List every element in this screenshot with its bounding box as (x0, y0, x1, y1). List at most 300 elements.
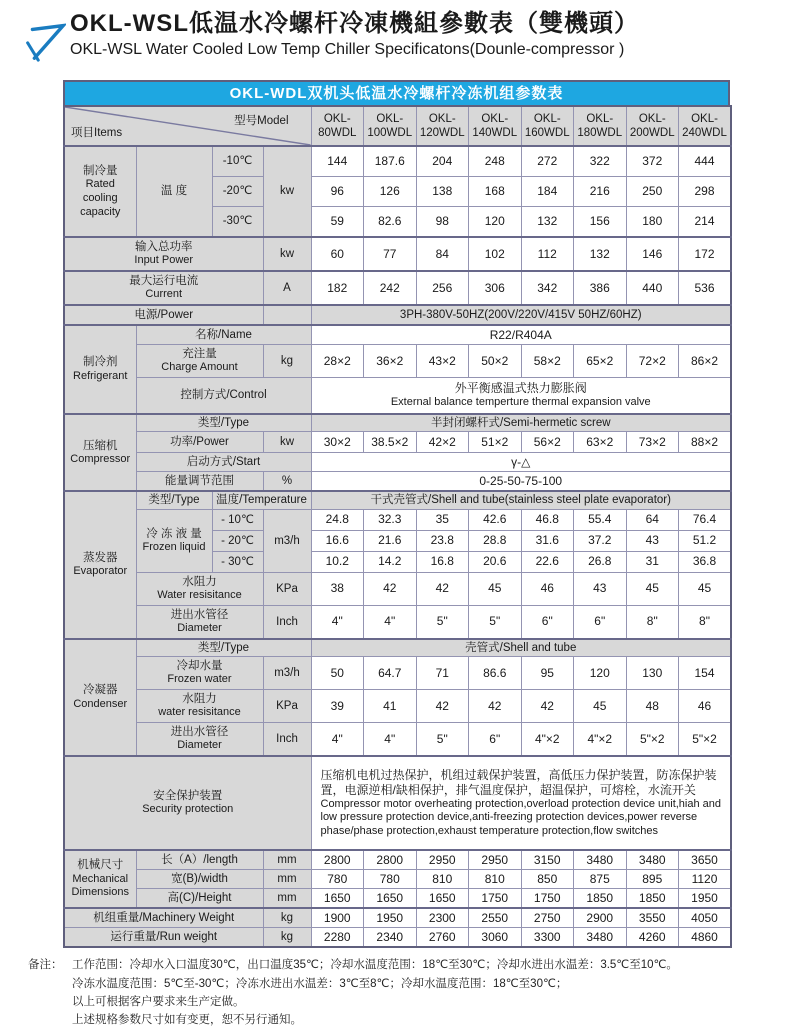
value-cell: 4" (364, 605, 417, 639)
value-cell: 77 (364, 237, 417, 271)
run-weight-label: 运行重量/Run weight (64, 928, 263, 948)
compressor-power-row (64, 432, 731, 453)
model-line2: 140WDL (472, 127, 518, 139)
model-header (311, 106, 364, 146)
value-cell: 168 (469, 177, 522, 207)
value-cell: 58×2 (521, 345, 574, 378)
value-cell: 43 (574, 572, 627, 605)
mech-width-row (64, 870, 731, 889)
table-header-row (64, 106, 731, 146)
evap-water-resistance-row (64, 572, 731, 605)
items-model-diagonal-cell (64, 106, 311, 146)
value-cell: 26.8 (574, 551, 627, 572)
value-cell: 3300 (521, 928, 574, 948)
value-cell: 2280 (311, 928, 364, 948)
value-cell: 55.4 (574, 509, 627, 530)
value-cell: 248 (469, 146, 522, 177)
value-cell: 96 (311, 177, 364, 207)
value-cell: 84 (416, 237, 469, 271)
input-power-row (64, 237, 731, 271)
value-cell: 10.2 (311, 551, 364, 572)
value-cell: 64.7 (364, 657, 417, 690)
cond-water-row (64, 657, 731, 690)
value-cell: 21.6 (364, 530, 417, 551)
value-cell: 45 (679, 572, 732, 605)
value-cell: 31 (626, 551, 679, 572)
value-cell: 6" (469, 723, 522, 757)
condenser-type-value: 壳管式/Shell and tube (311, 639, 731, 657)
spec-table (63, 105, 732, 948)
value-en: Compressor motor overheating protection,overload protection device unit,hiah and low pressure protection device,anti-freezing protection devices,power reverse phase/phase protection,exhaust temperature protection,flow switches (320, 797, 722, 837)
model-line1: OKL- (323, 112, 351, 125)
value-cell: 42 (416, 690, 469, 723)
value-cell: 138 (416, 177, 469, 207)
evaporator-section-label (64, 491, 136, 638)
value-cell: 76.4 (679, 509, 732, 530)
label-zh: 冷凝器 (83, 684, 118, 697)
value-cell: 8" (679, 605, 732, 639)
value-cell: 42 (416, 572, 469, 605)
model-line2: 240WDL (682, 127, 727, 139)
notes-prefix: 备注： (28, 959, 63, 972)
value-cell: 4"×2 (521, 723, 574, 757)
evaporator-type-label: 类型/Type (136, 491, 212, 509)
value-cell: 16.8 (416, 551, 469, 572)
value-cell: 1120 (679, 870, 732, 889)
value-en: External balance temperture thermal expansion valve (390, 396, 651, 409)
value-cell: 4050 (679, 908, 732, 928)
label-en: Input Power (134, 254, 194, 267)
cond-resistance-label (136, 690, 263, 723)
label-en: water resisitance (158, 706, 241, 719)
input-power-label (64, 237, 263, 271)
model-line1: OKL- (638, 112, 666, 125)
security-row (64, 756, 731, 850)
model-line1: OKL- (586, 112, 614, 125)
value-cell: 895 (626, 870, 679, 889)
value-cell: 154 (679, 657, 732, 690)
value-cell: 4"×2 (574, 723, 627, 757)
value-cell: 59 (311, 207, 364, 238)
unit-cell: kw (263, 432, 311, 453)
value-cell: 156 (574, 207, 627, 238)
value-cell: 22.6 (521, 551, 574, 572)
value-cell: 64 (626, 509, 679, 530)
value-cell: 42 (469, 690, 522, 723)
value-cell: 2800 (364, 850, 417, 870)
value-cell: 306 (469, 271, 522, 305)
arrow-up-right-icon (20, 14, 66, 66)
value-cell: 14.2 (364, 551, 417, 572)
label-zh: 机械尺寸 (77, 859, 124, 872)
value-cell: 250 (626, 177, 679, 207)
label-zh: 输入总功率 (135, 240, 193, 253)
value-cell: 204 (416, 146, 469, 177)
label-en: Diameter (177, 739, 222, 752)
value-cell: 3150 (521, 850, 574, 870)
value-cell: 1650 (364, 889, 417, 909)
cond-diameter-label (136, 723, 263, 757)
compressor-type-value: 半封闭螺杆式/Semi-hermetic screw (311, 414, 731, 432)
value-cell: 4" (311, 605, 364, 639)
model-line1: OKL- (428, 112, 456, 125)
note-line-3: 以上可根据客户要求来生产定做。 (72, 995, 245, 1008)
temp-minus30-label: - 30℃ (212, 551, 263, 572)
evaporator-type-row (64, 491, 731, 509)
value-cell: 20.6 (469, 551, 522, 572)
value-cell: 130 (626, 657, 679, 690)
value-cell: 875 (574, 870, 627, 889)
label-en: Current (145, 288, 183, 301)
energy-range-label: 能量调节范围 (136, 472, 263, 492)
unit-cell: m3/h (263, 657, 311, 690)
value-cell: 3650 (679, 850, 732, 870)
temp-minus20-label: -20℃ (212, 177, 263, 207)
spec-table-wrap (63, 80, 730, 948)
value-cell: 51.2 (679, 530, 732, 551)
value-cell: 810 (416, 870, 469, 889)
value-cell: 1950 (679, 889, 732, 909)
label-zh: 制冷剂 (83, 356, 118, 369)
value-cell: 322 (574, 146, 627, 177)
value-cell: 1900 (311, 908, 364, 928)
temp-minus20-label: - 20℃ (212, 530, 263, 551)
temp-minus10-label: -10℃ (212, 146, 263, 177)
value-cell: 98 (416, 207, 469, 238)
condenser-type-label: 类型/Type (136, 639, 311, 657)
height-label: 高(C)/Height (136, 889, 263, 909)
power-supply-row (64, 305, 731, 325)
value-cell: 38 (311, 572, 364, 605)
value-cell: 372 (626, 146, 679, 177)
condenser-section-label (64, 639, 136, 756)
value-cell: 48 (626, 690, 679, 723)
value-cell: 36.8 (679, 551, 732, 572)
value-cell: 16.6 (311, 530, 364, 551)
value-cell: 88×2 (679, 432, 732, 453)
value-cell: 536 (679, 271, 732, 305)
label-zh: 充注量 (182, 347, 217, 360)
value-cell: 60 (311, 237, 364, 271)
cond-resistance-row (64, 690, 731, 723)
value-cell: 3480 (626, 850, 679, 870)
value-cell: 32.3 (364, 509, 417, 530)
condenser-type-row (64, 639, 731, 657)
mech-height-row (64, 889, 731, 909)
value-cell: 5" (416, 723, 469, 757)
label-zh: 进出水管径 (170, 726, 229, 739)
label-en: Security protection (142, 803, 234, 816)
unit-cell: kw (263, 237, 311, 271)
unit-cell: kw (263, 146, 311, 237)
charge-amount-row (64, 345, 731, 378)
value-cell: 342 (521, 271, 574, 305)
model-line2: 80WDL (318, 127, 357, 139)
value-cell: 86.6 (469, 657, 522, 690)
unit-cell: mm (263, 870, 311, 889)
run-weight-row (64, 928, 731, 948)
value-cell: 72×2 (626, 345, 679, 378)
evaporator-temp-label: 温度/Temperature (212, 491, 311, 509)
model-line1: OKL- (376, 112, 404, 125)
value-cell: 46 (679, 690, 732, 723)
value-cell: 4" (311, 723, 364, 757)
temp-minus10-label: - 10℃ (212, 509, 263, 530)
value-cell: 180 (626, 207, 679, 238)
model-header (679, 106, 732, 146)
value-cell: 132 (521, 207, 574, 238)
model-header (416, 106, 469, 146)
label-en: Compressor (70, 453, 131, 465)
label-en: Water resisitance (157, 589, 242, 602)
label-en: Frozen liquid (142, 541, 206, 554)
note-line-1: 工作范围：冷却水入口温度30℃，出口温度35℃；冷却水温度范围：18℃至30℃；冷却水进出水温差：3.5℃至10℃。 (72, 959, 678, 972)
value-cell: 386 (574, 271, 627, 305)
temp-minus30-label: -30℃ (212, 207, 263, 238)
model-line2: 100WDL (367, 127, 413, 139)
value-cell: 6" (521, 605, 574, 639)
label-en: Frozen water (167, 673, 232, 686)
value-cell: 120 (469, 207, 522, 238)
value-cell: 73×2 (626, 432, 679, 453)
value-cell: 86×2 (679, 345, 732, 378)
value-cell: 1650 (311, 889, 364, 909)
label-en: Diameter (177, 622, 222, 635)
unit-cell: m3/h (263, 509, 311, 572)
value-cell: 2900 (574, 908, 627, 928)
current-row (64, 271, 731, 305)
model-header (469, 106, 522, 146)
value-cell: 28.8 (469, 530, 522, 551)
value-cell: 38.5×2 (364, 432, 417, 453)
label-zh: 水阻力 (182, 575, 217, 588)
value-cell: 216 (574, 177, 627, 207)
unit-cell: KPa (263, 572, 311, 605)
model-header (364, 106, 417, 146)
label-zh: 安全保护装置 (153, 790, 223, 803)
value-cell: 42 (364, 572, 417, 605)
value-cell: 298 (679, 177, 732, 207)
value-cell: 51×2 (469, 432, 522, 453)
label-zh: 进出水管径 (170, 608, 229, 621)
value-cell: 1750 (469, 889, 522, 909)
model-line1: OKL- (691, 112, 718, 125)
value-cell: 780 (364, 870, 417, 889)
charge-amount-label (136, 345, 263, 378)
value-cell: 184 (521, 177, 574, 207)
unit-cell: kg (263, 928, 311, 948)
value-cell: 42.6 (469, 509, 522, 530)
label-zh: 最大运行电流 (129, 274, 199, 287)
value-cell: 780 (311, 870, 364, 889)
value-cell: 45 (469, 572, 522, 605)
label-zh: 蒸发器 (83, 552, 118, 564)
compressor-section-label (64, 414, 136, 491)
note-line-4: 上述规格参数尺寸如有变更，恕不另行通知。 (72, 1014, 302, 1027)
value-cell: 45 (574, 690, 627, 723)
current-label (64, 271, 263, 305)
value-cell: 4860 (679, 928, 732, 948)
value-cell: 46 (521, 572, 574, 605)
value-cell: 272 (521, 146, 574, 177)
unit-cell: kg (263, 908, 311, 928)
start-mode-value: γ-△ (311, 453, 731, 472)
value-cell: 120 (574, 657, 627, 690)
value-cell: 256 (416, 271, 469, 305)
value-cell: 102 (469, 237, 522, 271)
value-cell: 30×2 (311, 432, 364, 453)
label-en: Refrigerant (73, 369, 128, 382)
value-cell: 42 (521, 690, 574, 723)
unit-cell: Inch (263, 605, 311, 639)
unit-cell: % (263, 472, 311, 492)
cooling-section-label (64, 146, 136, 237)
value-cell: 5"×2 (626, 723, 679, 757)
compressor-type-label: 类型/Type (136, 414, 311, 432)
unit-cell: kg (263, 345, 311, 378)
value-cell: 444 (679, 146, 732, 177)
width-label: 宽(B)/width (136, 870, 263, 889)
start-mode-row (64, 453, 731, 472)
value-cell: 3550 (626, 908, 679, 928)
refrigerant-name-value: R22/R404A (311, 325, 731, 345)
value-cell: 1950 (364, 908, 417, 928)
label-en: Condenser (73, 697, 128, 710)
value-cell: 1750 (521, 889, 574, 909)
value-cell: 810 (469, 870, 522, 889)
mechanical-section-label (64, 850, 136, 908)
power-supply-label: 电源/Power (64, 305, 263, 325)
unit-cell: mm (263, 850, 311, 870)
label-zh: 水阻力 (182, 693, 217, 706)
value-cell: 95 (521, 657, 574, 690)
label-zh: 冷 冻 液 量 (146, 527, 202, 540)
value-cell: 4" (364, 723, 417, 757)
model-line1: OKL- (533, 112, 561, 125)
value-cell: 50×2 (469, 345, 522, 378)
frozen-liquid-label (136, 509, 212, 572)
value-cell: 3060 (469, 928, 522, 948)
control-value (311, 378, 731, 415)
model-line2: 180WDL (577, 127, 623, 139)
value-cell: 182 (311, 271, 364, 305)
label-en: Evaporator (73, 565, 128, 578)
model-label: 型号Model (234, 115, 289, 127)
security-value (311, 756, 731, 850)
length-label: 长（A）/length (136, 850, 263, 870)
value-cell: 187.6 (364, 146, 417, 177)
value-cell: 146 (626, 237, 679, 271)
label-zh: 制冷量 (83, 164, 118, 177)
value-cell: 31.6 (521, 530, 574, 551)
value-cell: 2340 (364, 928, 417, 948)
energy-range-row (64, 472, 731, 492)
value-cell: 35 (416, 509, 469, 530)
start-mode-label: 启动方式/Start (136, 453, 311, 472)
note-line-2: 冷冻水温度范围：5℃至-30℃；冷冻水进出水温差：3℃至8℃；冷却水温度范围：18℃至30℃； (72, 977, 568, 990)
footnotes (28, 956, 790, 1030)
value-cell: 46.8 (521, 509, 574, 530)
value-cell: 50 (311, 657, 364, 690)
value-cell: 2950 (416, 850, 469, 870)
empty-unit-cell (263, 305, 311, 325)
value-cell: 82.6 (364, 207, 417, 238)
value-cell: 2760 (416, 928, 469, 948)
label-zh: 冷却水量 (176, 660, 223, 673)
model-line1: OKL- (481, 112, 509, 125)
label-en: Dimensions (71, 886, 129, 899)
value-cell: 2800 (311, 850, 364, 870)
unit-cell: KPa (263, 690, 311, 723)
value-cell: 8" (626, 605, 679, 639)
value-cell: 65×2 (574, 345, 627, 378)
model-line2: 160WDL (524, 127, 570, 139)
value-cell: 3480 (574, 850, 627, 870)
control-label: 控制方式/Control (136, 378, 311, 415)
value-cell: 36×2 (364, 345, 417, 378)
value-cell: 214 (679, 207, 732, 238)
value-zh: 压缩机电机过热保护，机组过载保护装置，高低压力保护装置，防冻保护装置，电源逆相/缺相保护，排气温度保护，超温保护，可熔栓，水流开关 (320, 767, 717, 797)
model-line2: 200WDL (629, 127, 675, 139)
value-cell: 2550 (469, 908, 522, 928)
value-cell: 2300 (416, 908, 469, 928)
value-cell: 39 (311, 690, 364, 723)
label-en: Charge Amount (161, 361, 238, 374)
refrigerant-name-label: 名称/Name (136, 325, 311, 345)
page-subtitle: OKL-WSL Water Cooled Low Temp Chiller Specificatons(Dounle-compressor ) (70, 40, 625, 58)
value-cell: 6" (574, 605, 627, 639)
value-cell: 43×2 (416, 345, 469, 378)
model-header (574, 106, 627, 146)
value-cell: 144 (311, 146, 364, 177)
value-cell: 5" (416, 605, 469, 639)
value-cell: 440 (626, 271, 679, 305)
value-cell: 2950 (469, 850, 522, 870)
value-cell: 4260 (626, 928, 679, 948)
value-cell: 850 (521, 870, 574, 889)
unit-cell: mm (263, 889, 311, 909)
cond-water-label (136, 657, 263, 690)
model-header (626, 106, 679, 146)
value-cell: 112 (521, 237, 574, 271)
refrigerant-section-label (64, 325, 136, 414)
frozen-liquid-row-10 (64, 509, 731, 530)
unit-cell: Inch (263, 723, 311, 757)
evap-diameter-row (64, 605, 731, 639)
temperature-label: 温 度 (136, 146, 212, 237)
security-label (64, 756, 311, 850)
value-cell: 37.2 (574, 530, 627, 551)
value-cell: 132 (574, 237, 627, 271)
value-cell: 1850 (626, 889, 679, 909)
value-cell: 126 (364, 177, 417, 207)
page-title: OKL-WSL低温水冷螺杆冷凍機組參數表（雙機頭） (70, 10, 639, 37)
model-line2: 120WDL (419, 127, 465, 139)
value-cell: 24.8 (311, 509, 364, 530)
value-zh: 外平衡感温式热力膨胀阀 (454, 381, 587, 396)
value-cell: 2750 (521, 908, 574, 928)
cond-diameter-row (64, 723, 731, 757)
compressor-type-row (64, 414, 731, 432)
value-cell: 3480 (574, 928, 627, 948)
model-header (521, 106, 574, 146)
label-zh: 压缩机 (83, 439, 118, 452)
value-cell: 1850 (574, 889, 627, 909)
value-cell: 71 (416, 657, 469, 690)
compressor-power-label: 功率/Power (136, 432, 263, 453)
value-cell: 5"×2 (679, 723, 732, 757)
value-cell: 242 (364, 271, 417, 305)
